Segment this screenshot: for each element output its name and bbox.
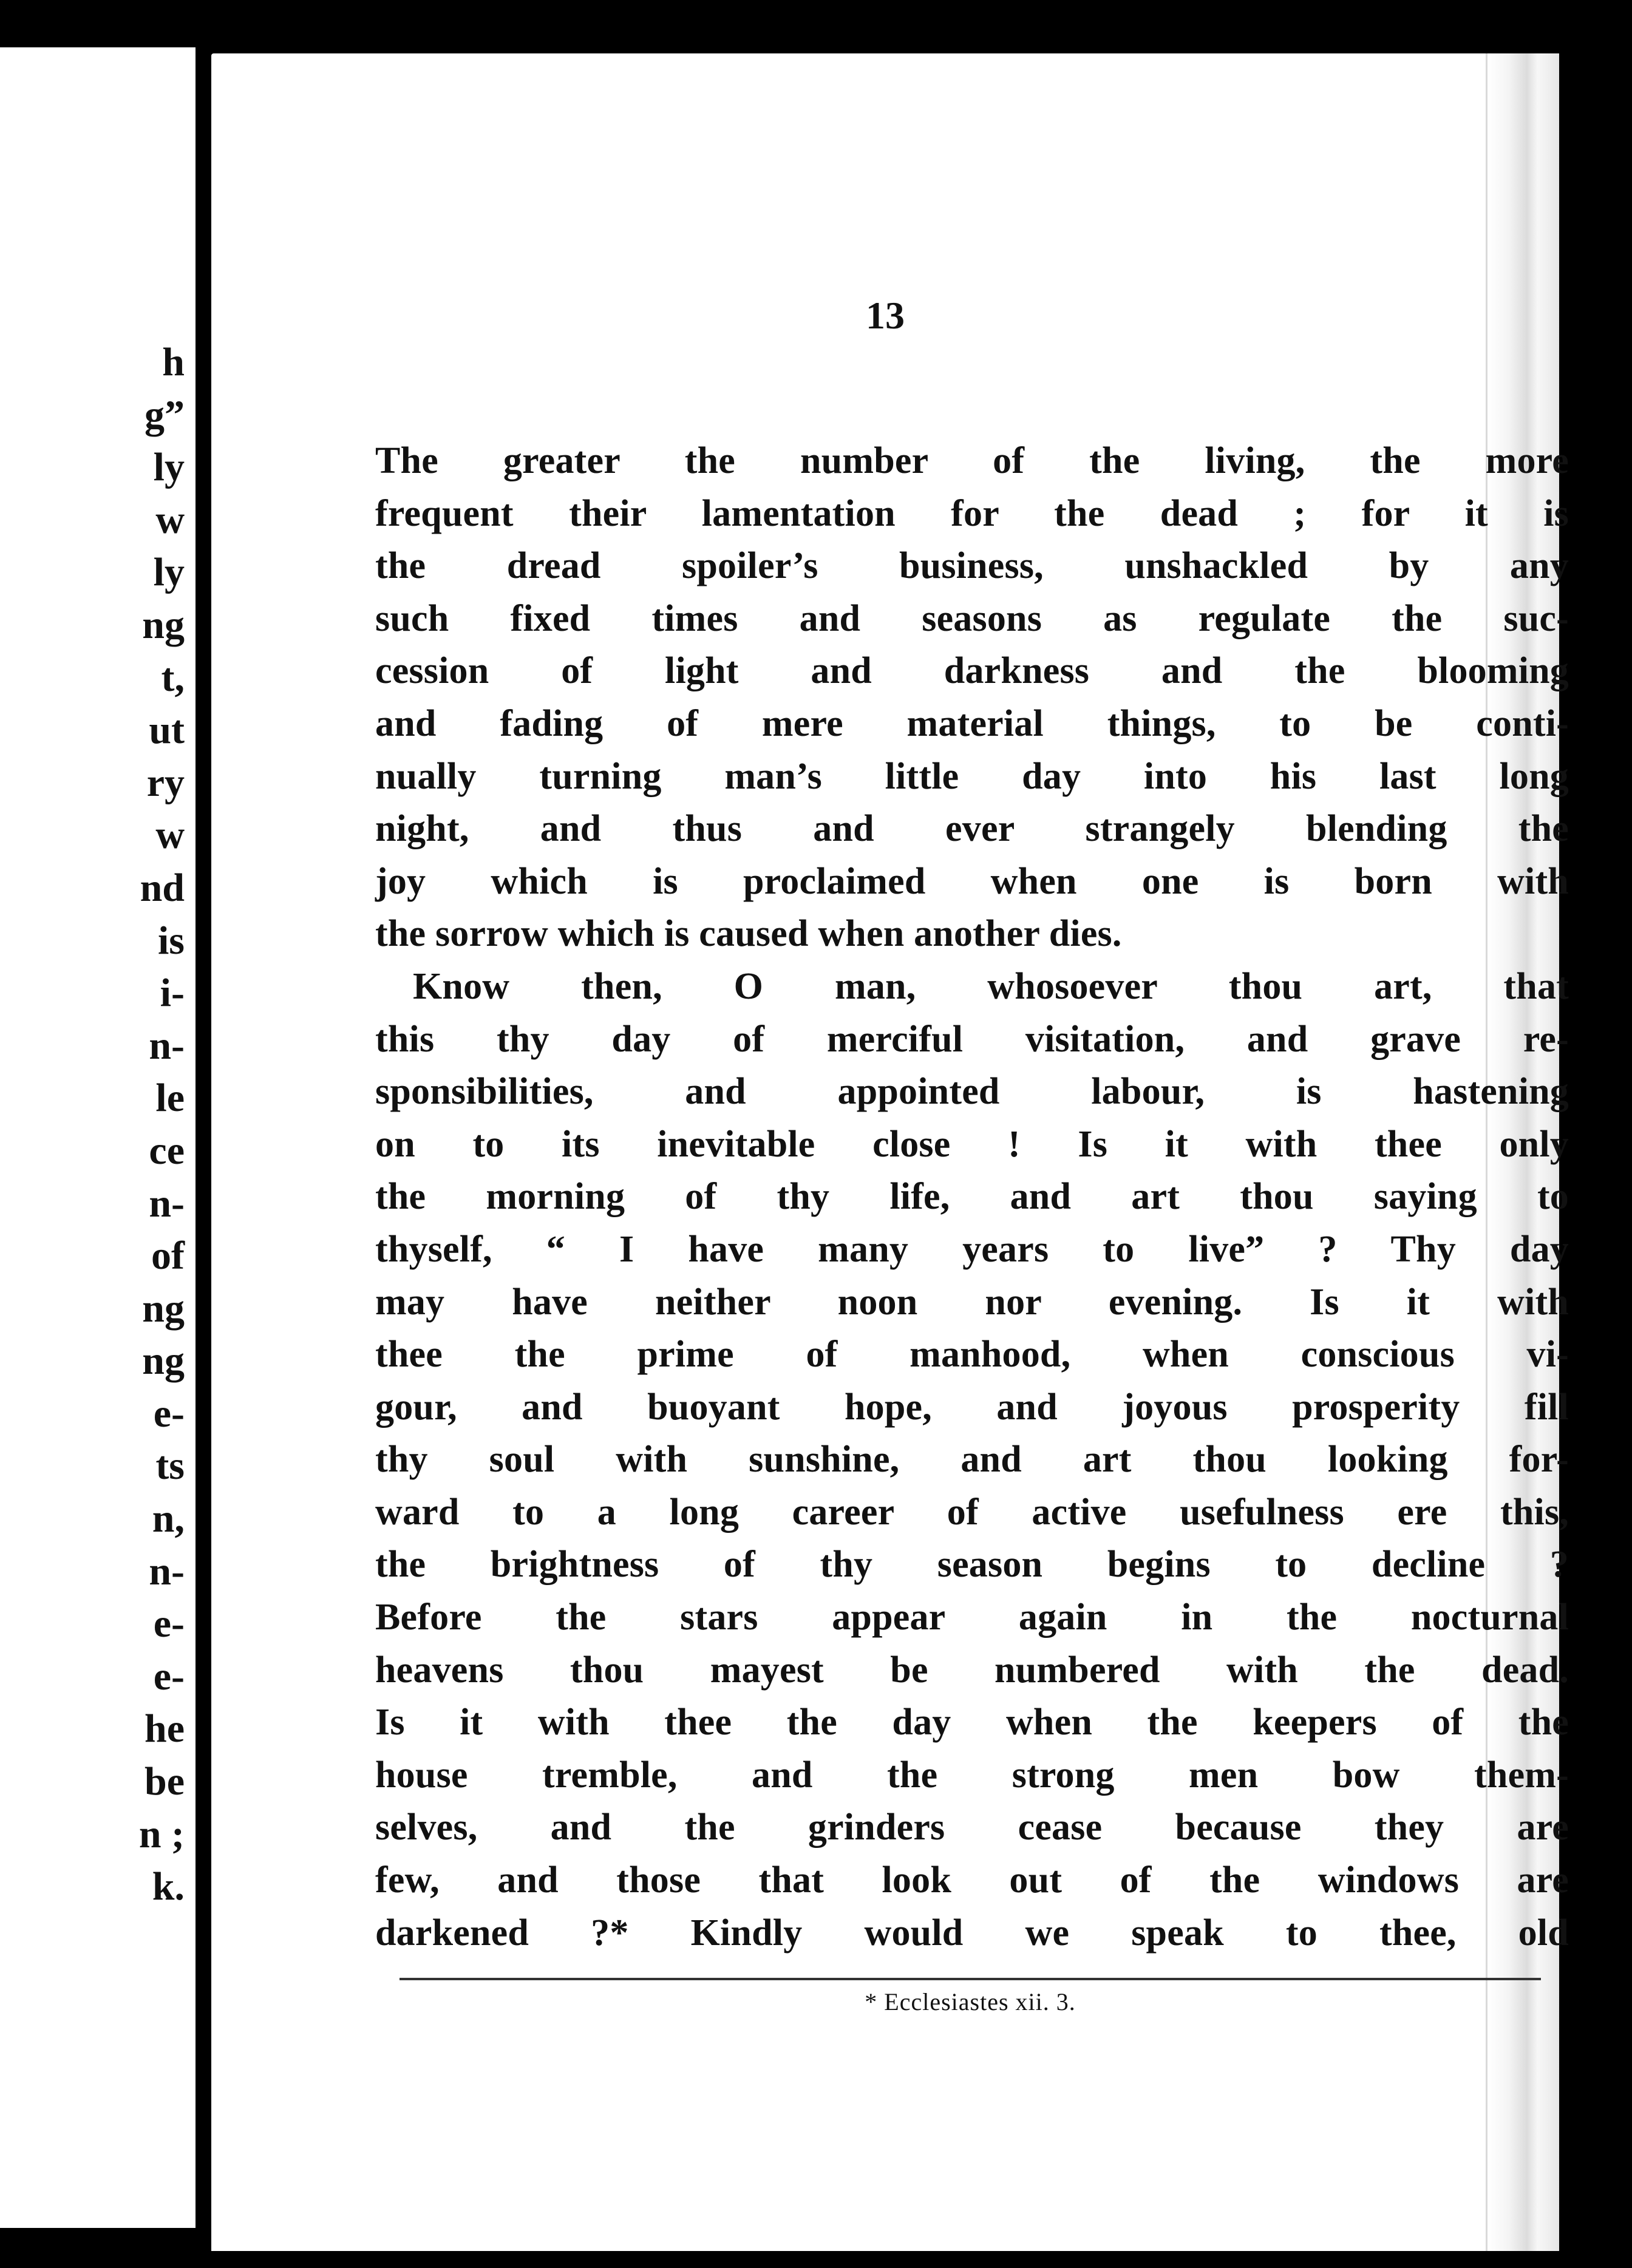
left-fragment-line: n- — [149, 1181, 185, 1226]
text-line: selves, and the grinders cease because they are — [375, 1807, 1569, 1849]
left-fragment-line: ly — [153, 445, 185, 490]
left-fragment-line: of — [151, 1234, 185, 1278]
left-facing-page — [0, 47, 195, 2228]
left-fragment-line: w — [155, 813, 185, 858]
left-fragment-line: ng — [142, 1339, 185, 1384]
right-page — [211, 53, 1569, 2251]
left-fragment-line: e- — [153, 1654, 185, 1699]
left-fragment-line: ng — [142, 1286, 185, 1331]
left-fragment-line: e- — [153, 1601, 185, 1646]
left-fragment-line: i- — [160, 971, 185, 1016]
page-number: 13 — [866, 294, 905, 337]
left-fragment-line: ut — [149, 708, 185, 753]
body-text — [375, 435, 1569, 1959]
text-line: the dread spoiler’s business, unshackled by any — [375, 545, 1569, 587]
left-fragment-line: n ; — [138, 1811, 185, 1856]
text-line: few, and those that look out of the windows are — [375, 1859, 1569, 1901]
left-fragment-line: w — [155, 497, 185, 542]
text-line: sponsibilities, and appointed labour, is hastening — [375, 1071, 1569, 1113]
text-line: night, and thus and ever strangely blending the — [375, 808, 1569, 850]
text-line: heavens thou mayest be numbered with the dead. — [375, 1649, 1569, 1691]
text-line: the sorrow which is caused when another dies. — [375, 913, 1122, 955]
left-fragment-line: t, — [161, 655, 185, 700]
text-line: cession of light and darkness and the blooming — [375, 650, 1569, 692]
text-line: joy which is proclaimed when one is born with — [375, 860, 1569, 902]
text-line: nually turning man’s little day into his last long — [375, 755, 1569, 797]
text-line: and fading of mere material things, to be conti- — [375, 702, 1569, 744]
left-fragment-line: ce — [149, 1128, 185, 1173]
book-gutter — [195, 0, 211, 2268]
footnote-rule — [399, 1978, 1541, 1980]
text-line: Is it with thee the day when the keepers of the — [375, 1702, 1569, 1743]
left-fragment-line: le — [155, 1076, 185, 1121]
left-fragment-line: nd — [140, 865, 185, 910]
paragraph-start-line: Know then, O man, whosoever thou art, that — [413, 965, 1569, 1007]
left-fragment-line: ry — [146, 760, 185, 805]
left-fragment-line: is — [157, 918, 185, 963]
text-line: may have neither noon nor evening. Is it with — [375, 1281, 1569, 1323]
text-line: house tremble, and the strong men bow them- — [375, 1754, 1569, 1796]
text-line: such fixed times and seasons as regulate the suc- — [375, 597, 1569, 639]
left-page-text-fragments — [51, 336, 185, 1913]
left-fragment-line: n- — [149, 1549, 185, 1594]
text-line: gour, and buoyant hope, and joyous prosperity fill — [375, 1386, 1569, 1428]
text-line: ward to a long career of active usefulness ere this, — [375, 1491, 1569, 1533]
text-line: the morning of thy life, and art thou saying to — [375, 1176, 1569, 1218]
left-fragment-line: k. — [152, 1864, 185, 1909]
left-fragment-line: h — [162, 340, 185, 384]
text-line: Before the stars appear again in the nocturnal — [375, 1597, 1569, 1638]
text-line: The greater the number of the living, the more — [375, 440, 1569, 481]
left-fragment-line: ly — [153, 550, 185, 595]
text-line: on to its inevitable close ! Is it with thee only — [375, 1123, 1569, 1165]
text-line: this thy day of merciful visitation, and grave re- — [375, 1018, 1569, 1060]
left-fragment-line: be — [144, 1759, 185, 1804]
left-fragment-line: ng — [142, 602, 185, 647]
text-line: frequent their lamentation for the dead ; for it is — [375, 492, 1569, 534]
left-fragment-line: n- — [149, 1023, 185, 1068]
left-fragment-line: e- — [153, 1391, 185, 1436]
left-fragment-line: n, — [152, 1496, 185, 1541]
left-fragment-line: ts — [155, 1444, 185, 1489]
left-fragment-line: g” — [144, 392, 185, 437]
text-line: darkened ?* Kindly would we speak to thee, old — [375, 1912, 1569, 1954]
text-line: thee the prime of manhood, when conscious vi- — [375, 1334, 1569, 1376]
text-line: the brightness of thy season begins to decline ? — [375, 1544, 1569, 1586]
text-line: thy soul with sunshine, and art thou looking for- — [375, 1439, 1569, 1481]
footnote: * Ecclesiastes xii. 3. — [865, 1988, 1076, 2015]
text-line: thyself, “ I have many years to live” ? Thy day — [375, 1228, 1569, 1270]
left-fragment-line: he — [144, 1706, 185, 1751]
